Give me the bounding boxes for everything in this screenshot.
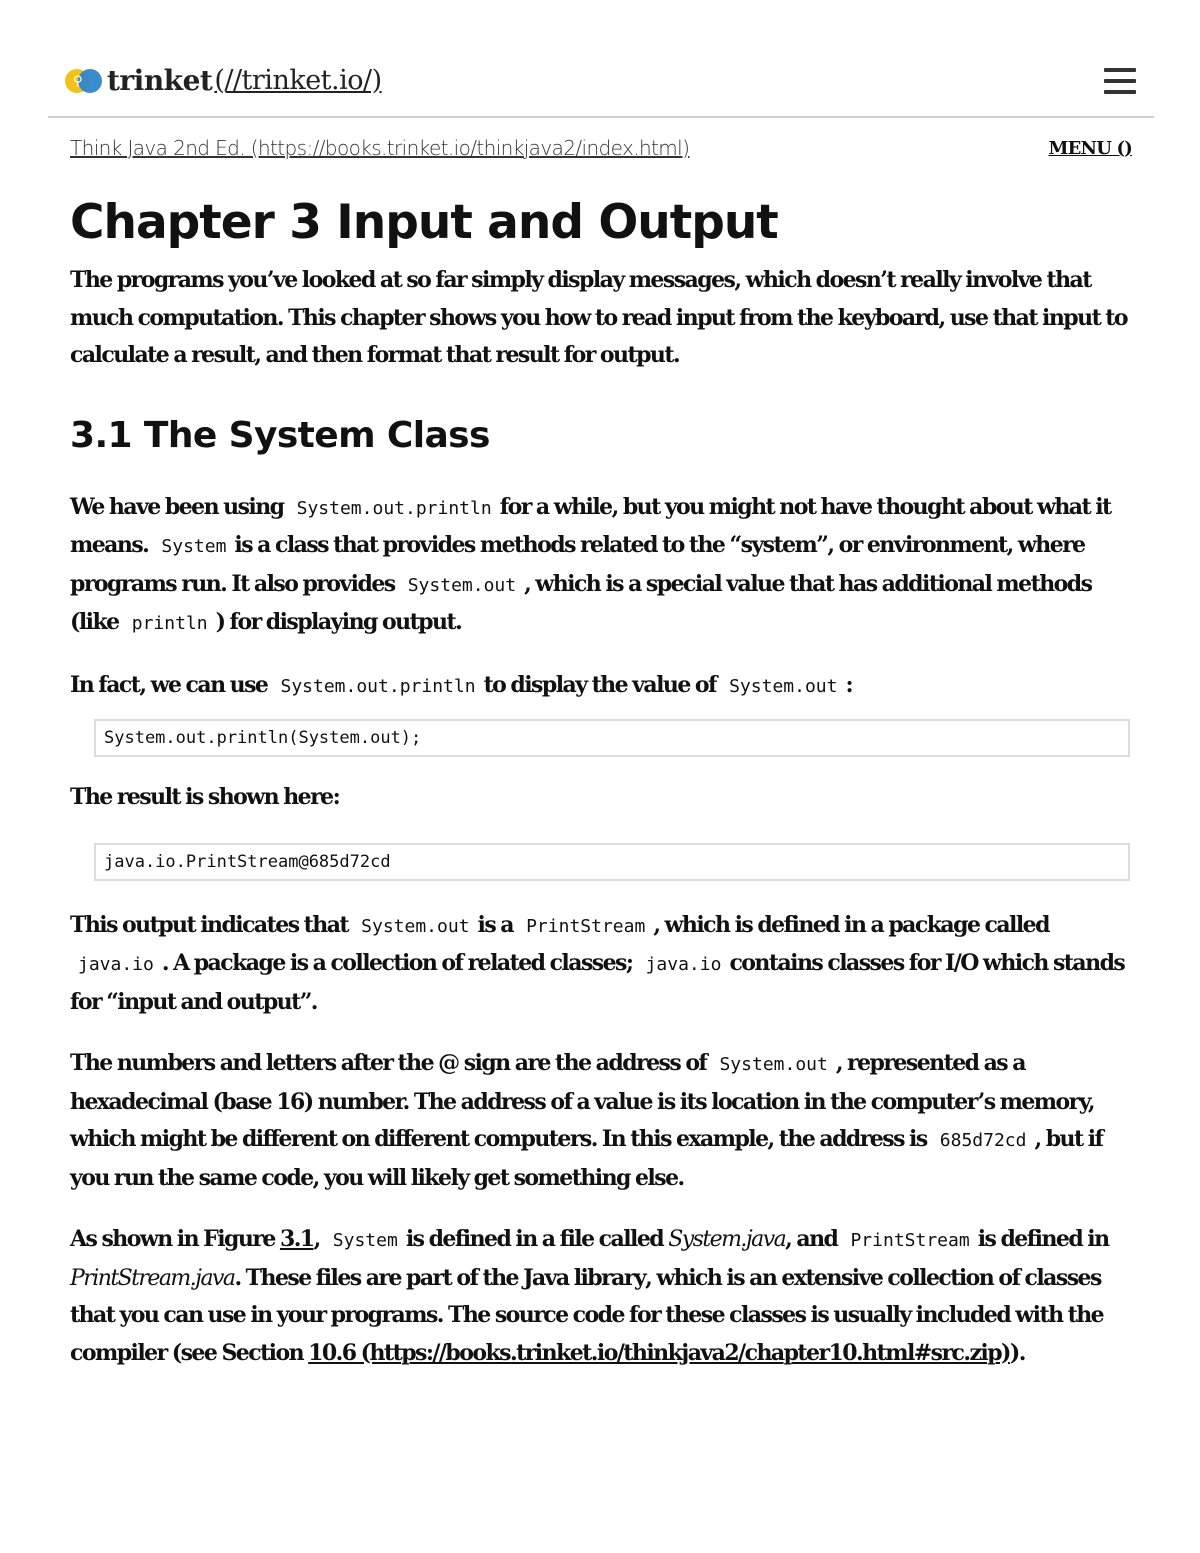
paragraph-system-class: We have been using System.out.println for a while, but you might not have thought about what it means. System is a class that provides methods related to the “system”, or environment, where programs run. It also provides System.out , which is a special value that has additional methods (like println ) for displaying output. bbox=[70, 493, 1111, 635]
inline-code: System.out bbox=[729, 675, 838, 697]
section-title: 3.1 The System Class bbox=[70, 414, 490, 456]
term-address: address bbox=[595, 1050, 681, 1076]
paragraph-in-fact: In fact, we can use System.out.println to display the value of System.out : bbox=[70, 671, 853, 698]
breadcrumb bbox=[70, 136, 1132, 164]
inline-code: System bbox=[161, 536, 227, 557]
term-package: package bbox=[193, 950, 285, 976]
paragraph-address: The numbers and letters after the @ sign are the address of System.out , represented as a hexadecimal (base 16) number. The address of a value is its location in the computer’s memory, which might be different on different computers. In this example, the address is 685d72cd , but if you run the same code, you will likely get something else. bbox=[70, 1050, 1103, 1191]
inline-code: PrintStream bbox=[850, 1230, 970, 1251]
brand-name[interactable]: trinket bbox=[107, 64, 213, 97]
chapter-title: Chapter 3 Input and Output bbox=[70, 195, 778, 250]
intro-paragraph: The programs you’ve looked at so far simply display messages, which doesn’t really involve that much computation. This chapter shows you how to read input from the keyboard, use that input to calculate a result, and then format that result for output. bbox=[70, 267, 1128, 368]
menu-link[interactable]: MENU () bbox=[1048, 138, 1132, 159]
hamburger-icon[interactable] bbox=[1104, 68, 1136, 94]
trinket-logo-icon: ⚲ bbox=[65, 68, 101, 94]
article-content bbox=[70, 190, 1132, 1372]
trinket-logo-link[interactable] bbox=[65, 64, 382, 97]
output-block: java.io.PrintStream@685d72cd bbox=[94, 843, 1130, 881]
inline-code: System.out bbox=[361, 915, 470, 937]
brand-url[interactable]: (//trinket.io/) bbox=[214, 65, 382, 96]
inline-code: 685d72cd bbox=[939, 1130, 1027, 1151]
inline-code: java.io bbox=[645, 954, 722, 975]
inline-code: System.out bbox=[407, 574, 517, 596]
inline-code: System bbox=[332, 1230, 398, 1251]
code-block: System.out.println(System.out); bbox=[94, 719, 1130, 757]
filename: PrintStream.java bbox=[70, 1265, 235, 1291]
inline-code: java.io bbox=[78, 954, 154, 975]
book-link[interactable]: Think Java 2nd Ed. (https://books.trinket.io/thinkjava2/index.html) bbox=[70, 136, 690, 160]
section-link[interactable]: 10.6 (https://books.trinket.io/thinkjava2/chapter10.html#src.zip) bbox=[308, 1339, 1010, 1366]
top-navbar bbox=[48, 58, 1154, 118]
inline-code: println bbox=[131, 613, 208, 634]
paragraph-printstream: This output indicates that System.out is a PrintStream , which is defined in a package called java.io . A package is a collection of related classes; java.io contains classes for I/O which stands for “input and output”. bbox=[70, 911, 1125, 1015]
figure-link[interactable]: 3.1 bbox=[279, 1226, 314, 1252]
inline-code: System.out.println bbox=[296, 497, 492, 519]
inline-code: System.out bbox=[719, 1054, 828, 1075]
inline-code: PrintStream bbox=[526, 915, 646, 937]
filename: System.java bbox=[668, 1227, 786, 1252]
paragraph-library: As shown in Figure 3.1, System is defined in a file called System.java, and PrintStream is defined in PrintStream.java. These files are part of the Java library, which is an extensive collection of classes that you can use in your programs. The source code for these classes is usually included with the compiler (see Section 10.6 (https://books.trinket.io/thinkjava2/chapter10.html#src.zip)). bbox=[70, 1226, 1109, 1366]
term-library: library bbox=[573, 1264, 646, 1291]
inline-code: System.out.println bbox=[280, 675, 476, 697]
paragraph-result: The result is shown here: bbox=[70, 784, 340, 810]
